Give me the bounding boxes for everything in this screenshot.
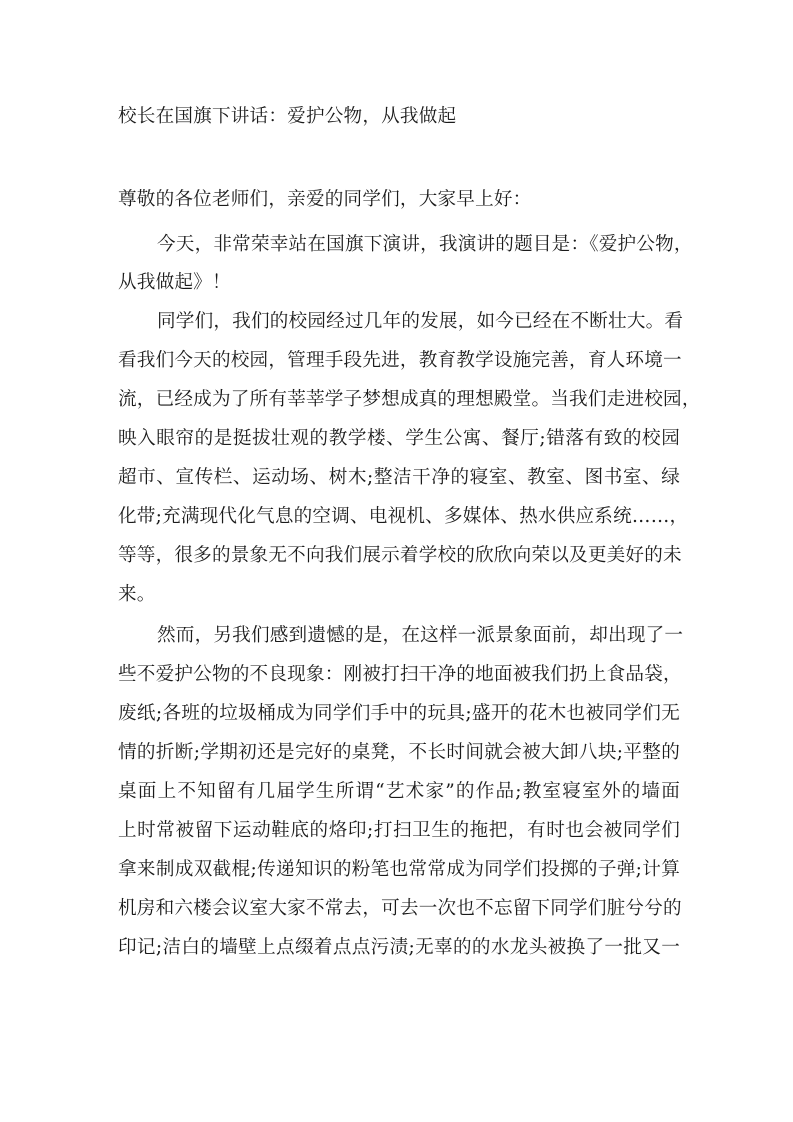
document-title: 校长在国旗下讲话：爱护公物，从我做起 xyxy=(118,106,457,127)
paragraph-2-line-1: 同学们，我们的校园经过几年的发展，如今已经在不断壮大。看 xyxy=(157,311,684,332)
paragraph-2-line-3: 流，已经成为了所有莘莘学子梦想成真的理想殿堂。当我们走进校园， xyxy=(118,389,701,410)
paragraph-3-line-3: 废纸;各班的垃圾桶成为同学们手中的玩具;盛开的花木也被同学们无 xyxy=(118,703,680,724)
paragraph-3-line-2: 些不爱护公物的不良现象：刚被打扫干净的地面被我们扔上食品袋， xyxy=(118,664,682,685)
paragraph-2-line-6: 化带;充满现代化气息的空调、电视机、多媒体、热水供应系统……， xyxy=(118,506,689,527)
paragraph-3-line-5: 桌面上不知留有几届学生所谓“艺术家”的作品;教室寝室外的墙面 xyxy=(118,781,680,802)
paragraph-2-line-5: 超市、宣传栏、运动场、树木;整洁干净的寝室、教室、图书室、绿 xyxy=(118,467,680,488)
salutation: 尊敬的各位老师们，亲爱的同学们，大家早上好： xyxy=(118,189,532,210)
paragraph-3-line-1: 然而，另我们感到遗憾的是，在这样一派景象面前，却出现了一 xyxy=(157,625,684,646)
paragraph-3-line-4: 情的折断;学期初还是完好的桌凳，不长时间就会被大卸八块;平整的 xyxy=(118,742,680,763)
paragraph-2-line-4: 映入眼帘的是挺拔壮观的教学楼、学生公寓、餐厅;错落有致的校园 xyxy=(118,428,680,449)
paragraph-1-line-1: 今天，非常荣幸站在国旗下演讲，我演讲的题目是：《爱护公物， xyxy=(157,234,693,255)
paragraph-3-line-8: 机房和六楼会议室大家不常去，可去一次也不忘留下同学们脏兮兮的 xyxy=(118,898,682,919)
paragraph-1-line-2: 从我做起》！ xyxy=(118,272,231,293)
paragraph-2-line-2: 看我们今天的校园，管理手段先进，教育教学设施完善，育人环境一 xyxy=(118,350,682,371)
paragraph-3-line-7: 拿来制成双截棍;传递知识的粉笔也常常成为同学们投掷的子弹;计算 xyxy=(118,859,680,880)
paragraph-2-line-7: 等等，很多的景象无不向我们展示着学校的欣欣向荣以及更美好的未 xyxy=(118,545,682,566)
paragraph-2-line-8: 来。 xyxy=(118,584,156,605)
paragraph-3-line-9: 印记;洁白的墙壁上点缀着点点污渍;无辜的的水龙头被换了一批又一 xyxy=(118,937,680,958)
paragraph-3-line-6: 上时常被留下运动鞋底的烙印;打扫卫生的拖把，有时也会被同学们 xyxy=(118,820,680,841)
